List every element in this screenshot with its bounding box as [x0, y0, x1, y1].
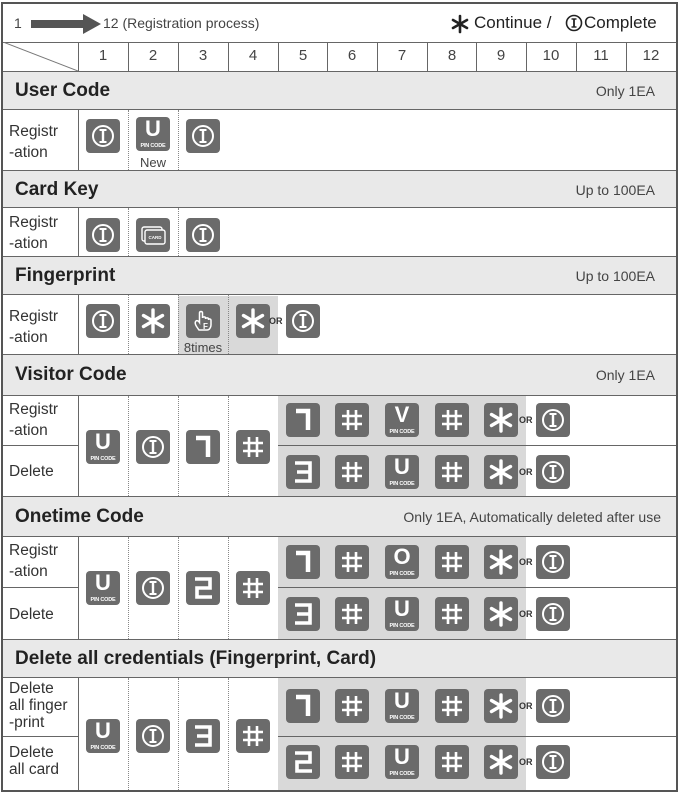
label-column-divider — [78, 677, 79, 790]
column-number: 10 — [542, 47, 560, 64]
asterisk-icon — [484, 597, 518, 631]
circle-i-icon — [136, 719, 170, 753]
pin-code-u-key — [385, 597, 419, 631]
dotted-divider — [128, 208, 129, 256]
divider — [278, 736, 676, 737]
divider — [3, 639, 676, 640]
asterisk-icon — [484, 689, 518, 723]
divider — [3, 294, 676, 295]
circle-i-icon — [86, 218, 120, 252]
dotted-divider — [128, 295, 129, 354]
label-line: Delete — [9, 744, 54, 761]
header-row — [3, 4, 676, 42]
label-line: -print — [9, 714, 45, 731]
column-number: 7 — [397, 47, 407, 64]
or-label: OR — [519, 415, 533, 425]
pin-code-u-key — [136, 117, 170, 151]
digit-3-icon — [186, 719, 220, 753]
column-number: 5 — [298, 47, 308, 64]
hash-icon — [236, 719, 270, 753]
legend-complete: Complete — [584, 13, 657, 32]
label-line: -ation — [9, 422, 48, 439]
note-8times: 8times — [183, 340, 223, 355]
column-number: 6 — [347, 47, 357, 64]
dotted-divider — [128, 678, 129, 790]
circle-i-icon — [536, 455, 570, 489]
hash-icon — [335, 455, 369, 489]
circle-i-icon — [536, 403, 570, 437]
circle-i-icon — [136, 430, 170, 464]
asterisk-icon — [450, 14, 470, 34]
column-number: 4 — [248, 47, 258, 64]
or-label: OR — [269, 316, 283, 326]
label-column-divider — [78, 109, 79, 170]
pin-code-u-key — [86, 430, 120, 464]
circle-i-icon — [86, 119, 120, 153]
pin-code-v-key — [385, 403, 419, 437]
column-number: 12 — [642, 47, 660, 64]
asterisk-icon — [484, 403, 518, 437]
label-column-divider — [78, 207, 79, 256]
digit-1-icon — [286, 689, 320, 723]
label-line: -ation — [9, 563, 48, 580]
section-limit: Up to 100EA — [575, 182, 655, 198]
circle-i-icon — [536, 545, 570, 579]
label-column-divider — [78, 395, 79, 496]
section-title: Visitor Code — [15, 364, 127, 385]
column-number: 2 — [148, 47, 158, 64]
label-line: -ation — [9, 235, 48, 252]
dotted-divider — [228, 537, 229, 639]
hash-icon — [335, 403, 369, 437]
dotted-divider — [178, 678, 179, 790]
key-letter: V — [394, 402, 410, 427]
digit-3-icon — [286, 597, 320, 631]
digit-3-icon — [286, 455, 320, 489]
dotted-divider — [128, 537, 129, 639]
row-label-registration — [9, 402, 58, 439]
label-line: Delete — [9, 680, 54, 697]
hash-icon — [335, 689, 369, 723]
dotted-divider — [178, 396, 179, 496]
hash-icon — [335, 597, 369, 631]
or-label: OR — [519, 467, 533, 477]
asterisk-icon — [484, 745, 518, 779]
label-line: Registr — [9, 214, 59, 231]
pin-code-caption: PIN CODE — [389, 571, 415, 577]
circle-i-icon — [565, 14, 583, 32]
section-title: Delete all credentials (Fingerprint, Card) — [15, 648, 377, 669]
column-number: 8 — [447, 47, 457, 64]
pin-code-o-key — [385, 545, 419, 579]
divider — [3, 207, 676, 208]
key-letter: U — [394, 596, 410, 621]
hash-icon — [435, 597, 469, 631]
row-label-delete: Delete — [9, 463, 54, 480]
divider — [278, 445, 676, 446]
column-number: 3 — [198, 47, 208, 64]
hash-icon — [435, 545, 469, 579]
divider — [3, 256, 676, 257]
key-letter: U — [95, 429, 111, 454]
or-label: OR — [519, 701, 533, 711]
hash-icon — [435, 745, 469, 779]
hash-icon — [335, 745, 369, 779]
digit-2-icon — [186, 571, 220, 605]
row-label-registration — [9, 124, 58, 161]
or-label: OR — [519, 757, 533, 767]
section-limit: Up to 100EA — [575, 268, 655, 284]
divider — [278, 587, 676, 588]
pin-code-u-key — [385, 455, 419, 489]
hash-icon — [236, 571, 270, 605]
row-label-delete-all-fingerprint — [9, 681, 68, 731]
note-new: New — [139, 155, 166, 170]
start-number: 1 — [14, 15, 22, 31]
circle-i-icon — [186, 218, 220, 252]
asterisk-icon — [484, 455, 518, 489]
circle-i-icon — [186, 119, 220, 153]
hash-icon — [435, 403, 469, 437]
row-label-registration — [9, 309, 58, 346]
digit-1-icon — [286, 545, 320, 579]
pin-code-caption: PIN CODE — [389, 429, 415, 435]
circle-i-icon — [536, 597, 570, 631]
key-letter: U — [95, 718, 111, 743]
dotted-divider — [178, 110, 179, 170]
column-number: 9 — [496, 47, 506, 64]
divider — [3, 109, 676, 110]
asterisk-icon — [136, 304, 170, 338]
asterisk-icon — [236, 304, 270, 338]
label-line: all finger — [9, 697, 68, 714]
divider — [3, 71, 676, 72]
pin-code-u-key — [385, 689, 419, 723]
pin-code-caption: PIN CODE — [140, 143, 166, 149]
divider — [3, 354, 676, 355]
circle-i-icon — [536, 689, 570, 723]
key-letter: U — [394, 454, 410, 479]
section-title: Card Key — [15, 179, 99, 200]
hash-icon — [435, 455, 469, 489]
dotted-divider — [228, 678, 229, 790]
hash-icon — [435, 689, 469, 723]
row-label-registration — [9, 215, 58, 252]
section-limit: Only 1EA, Automatically deleted after use — [403, 509, 661, 525]
pin-code-u-key — [86, 719, 120, 753]
label-line: -ation — [9, 144, 48, 161]
section-title: User Code — [15, 80, 111, 101]
key-letter: U — [95, 570, 111, 595]
divider — [3, 587, 78, 588]
digit-2-icon — [286, 745, 320, 779]
column-number: 1 — [98, 47, 108, 64]
divider — [3, 496, 676, 497]
key-letter: U — [145, 116, 161, 141]
pin-code-caption: PIN CODE — [90, 456, 116, 462]
section-limit: Only 1EA — [595, 83, 655, 99]
divider — [3, 736, 78, 737]
column-number: 11 — [593, 47, 609, 64]
section-title: Fingerprint — [15, 265, 116, 286]
asterisk-icon — [484, 545, 518, 579]
card-caption: CARD — [148, 235, 162, 240]
or-label: OR — [519, 557, 533, 567]
circle-i-icon — [536, 745, 570, 779]
legend-continue: Continue / — [474, 13, 552, 32]
hash-icon — [335, 545, 369, 579]
label-line: Registr — [9, 308, 59, 325]
key-letter: U — [394, 688, 410, 713]
key-letter: O — [393, 544, 411, 569]
divider — [3, 677, 676, 678]
dotted-divider — [128, 396, 129, 496]
divider — [3, 536, 676, 537]
label-line: all card — [9, 761, 59, 778]
dotted-divider — [178, 537, 179, 639]
fingerprint-hand-icon — [186, 304, 220, 338]
divider — [3, 395, 676, 396]
label-line: Registr — [9, 542, 59, 559]
header-cell-diagonal — [3, 42, 78, 71]
row-label-delete: Delete — [9, 606, 54, 623]
section-title: Onetime Code — [15, 506, 144, 527]
circle-i-icon — [286, 304, 320, 338]
pin-code-caption: PIN CODE — [90, 597, 116, 603]
pin-code-caption: PIN CODE — [389, 481, 415, 487]
pin-code-caption: PIN CODE — [389, 623, 415, 629]
label-line: Registr — [9, 123, 59, 140]
dotted-divider — [178, 208, 179, 256]
divider — [3, 170, 676, 171]
label-line: -ation — [9, 329, 48, 346]
pin-code-caption: PIN CODE — [90, 745, 116, 751]
dotted-divider — [228, 396, 229, 496]
row-label-delete-all-card — [9, 745, 59, 778]
registration-process-label: 12 (Registration process) — [103, 15, 260, 31]
section-limit: Only 1EA — [595, 367, 655, 383]
digit-1-icon — [286, 403, 320, 437]
label-column-divider — [78, 294, 79, 354]
pin-code-u-key — [86, 571, 120, 605]
circle-i-icon — [136, 571, 170, 605]
fingerprint-letter: F — [203, 322, 208, 331]
key-letter: U — [394, 744, 410, 769]
circle-i-icon — [86, 304, 120, 338]
divider — [3, 445, 78, 446]
pin-code-caption: PIN CODE — [389, 715, 415, 721]
pin-code-u-key — [385, 745, 419, 779]
row-label-registration — [9, 543, 58, 580]
label-line: Registr — [9, 401, 59, 418]
dotted-divider — [228, 295, 229, 354]
arrow-right-icon — [31, 14, 101, 34]
digit-1-icon — [186, 430, 220, 464]
hash-icon — [236, 430, 270, 464]
card-icon — [136, 218, 170, 252]
label-column-divider — [78, 536, 79, 639]
or-label: OR — [519, 609, 533, 619]
pin-code-caption: PIN CODE — [389, 771, 415, 777]
